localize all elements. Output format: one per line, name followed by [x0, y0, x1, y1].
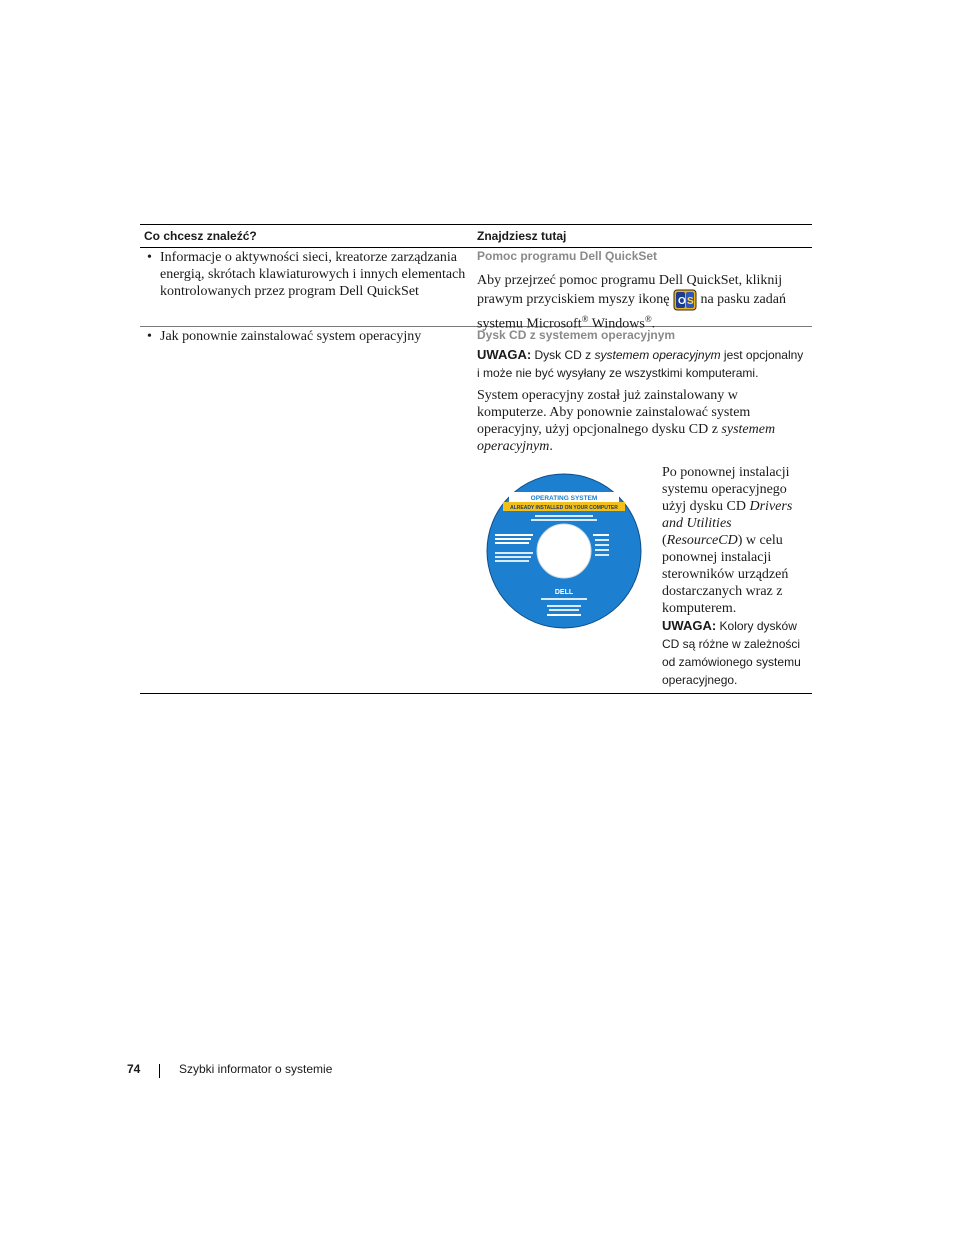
section-title: Pomoc programu Dell QuickSet: [477, 249, 658, 263]
cd-caption: [662, 464, 807, 689]
cd-title: OPERATING SYSTEM: [530, 495, 598, 502]
svg-text:O: O: [677, 296, 686, 307]
info-table: [140, 224, 812, 694]
footer-divider: [159, 1064, 160, 1078]
topic-text: Informacje o aktywności sieci, kreatorze zarządzania energią, skrótach klawiaturowych i innych elementach kontrolowanych przez program Dell QuickSet: [160, 250, 466, 299]
caption-text: Po ponownej instalacji systemu operacyjnego użyj dysku CD Drivers and Utilities (ResourceCD) w celu ponownej instalacji sterowników urządzeń dostarczanych wraz z komputerem.: [662, 465, 793, 616]
header-what: Co chcesz znaleźć?: [144, 229, 257, 243]
footer-title: Szybki informator o systemie: [179, 1062, 333, 1076]
dell-logo: DELL: [554, 589, 574, 596]
caption-note: UWAGA: Kolory dysków CD są różne w zależności od zamówionego systemu operacyjnego.: [662, 618, 801, 687]
page-number: 74: [127, 1062, 141, 1076]
section-title: Dysk CD z systemem operacyjnym: [477, 328, 676, 342]
topic-text: Jak ponownie zainstalować system operacyjny: [160, 329, 422, 344]
table-row: [140, 327, 812, 694]
cd-image: [485, 472, 643, 630]
note-label: UWAGA:: [477, 347, 532, 362]
row-source: [477, 249, 807, 333]
svg-text:S: S: [686, 296, 694, 307]
header-where: Znajdziesz tutaj: [477, 229, 567, 243]
cd-subtitle: ALREADY INSTALLED ON YOUR COMPUTER: [510, 505, 618, 511]
row-topic: • Informacje o aktywności sieci, kreatorze zarządzania energią, skrótach klawiaturowych i innych elementach kontrolowanych przez program Dell QuickSet: [147, 250, 466, 299]
row-source: [477, 328, 807, 687]
table-row: [140, 248, 812, 332]
source-text: Aby przejrzeć pomoc programu Dell QuickSet, kliknij prawym przyciskiem myszy ikonę O S na pasku zadań systemu Microsoft® Windows®.: [477, 273, 786, 332]
row-topic: • Jak ponownie zainstalować system operacyjny: [147, 329, 422, 344]
page-footer: [127, 1062, 333, 1076]
note-label: UWAGA:: [662, 618, 717, 633]
table-header: [140, 224, 812, 248]
quickset-icon: [673, 289, 697, 311]
reinstall-paragraph: System operacyjny został już zainstalowany w komputerze. Aby ponownie zainstalować system operacyjny, użyj opcjonalnego dysku CD z systemem operacyjnym.: [477, 388, 776, 454]
note: UWAGA: Dysk CD z systemem operacyjnym jest opcjonalny i może nie być wysyłany ze wszystkimi komputerami.: [477, 347, 804, 380]
